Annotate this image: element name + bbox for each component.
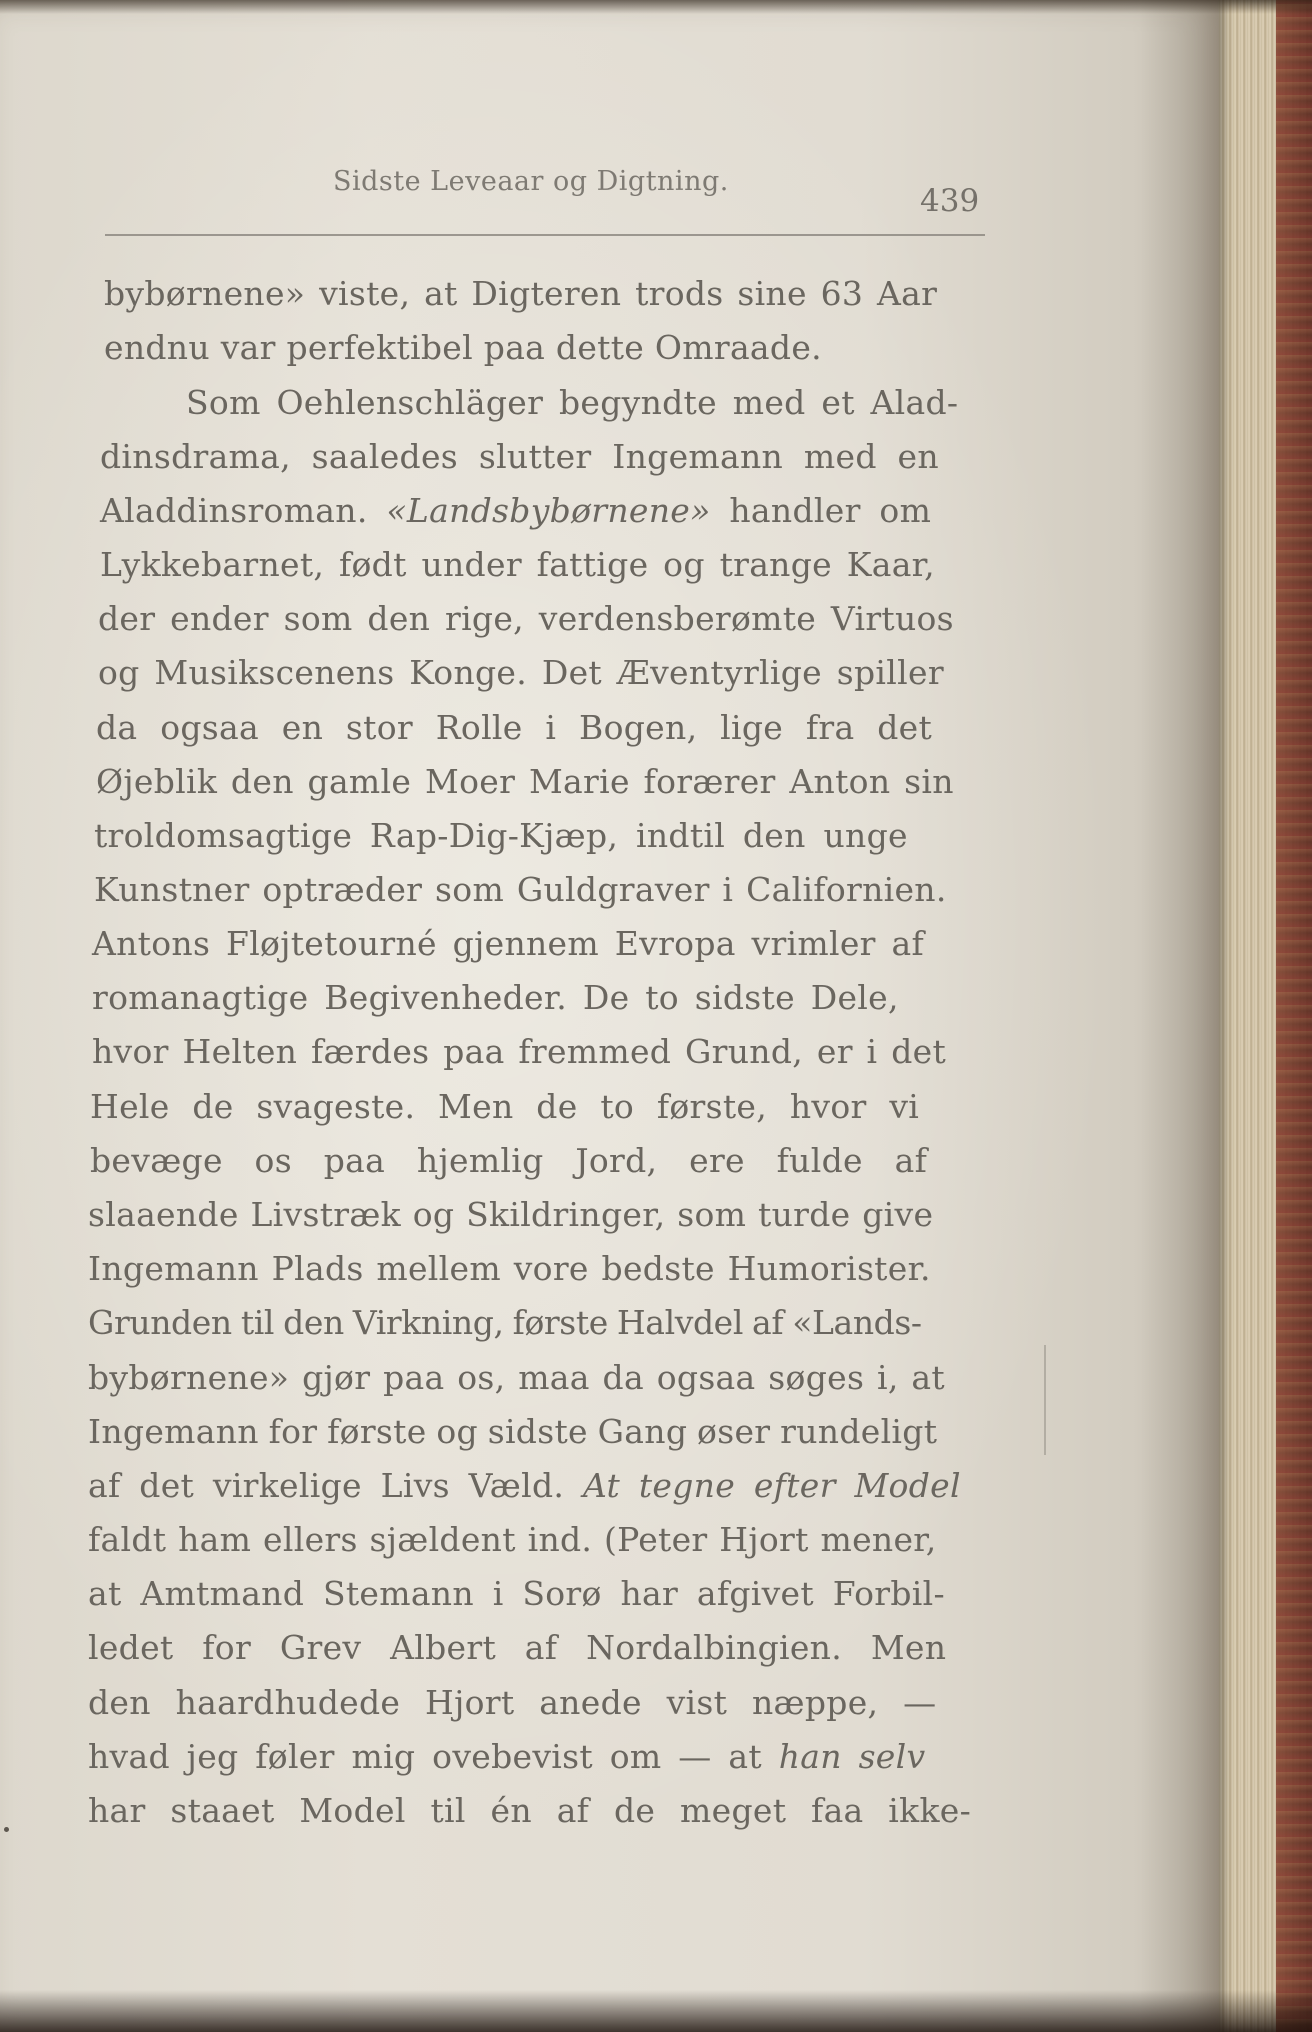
text-line bbox=[104, 274, 937, 314]
text-line bbox=[88, 1683, 936, 1723]
text-line bbox=[88, 1303, 922, 1343]
text-line bbox=[94, 870, 947, 910]
line-text: der ender som den rige, verdensberømte Virtuos bbox=[98, 599, 954, 638]
line-text: Hele de svageste. Men de to første, hvor vi bbox=[90, 1087, 920, 1126]
line-pre: Aladdinsroman. bbox=[100, 491, 387, 530]
line-text: endnu var perfektibel paa dette Omraade. bbox=[104, 328, 822, 367]
line-pre: af det virkelige Livs Væld. bbox=[88, 1466, 583, 1505]
top-edge-shadow bbox=[0, 0, 1312, 14]
line-pre: hvad jeg føler mig ovebevist om — at bbox=[88, 1737, 779, 1776]
line-text: Lykkebarnet, født under fattige og trange Kaar, bbox=[100, 545, 935, 584]
text-line bbox=[92, 978, 899, 1018]
line-text: Antons Fløjtetourné gjennem Evropa vrimler af bbox=[92, 924, 925, 963]
line-text: bevæge os paa hjemlig Jord, ere fulde af bbox=[90, 1141, 928, 1180]
line-text: da ogsaa en stor Rolle i Bogen, lige fra det bbox=[96, 708, 933, 747]
text-line bbox=[88, 1628, 946, 1668]
line-text: faldt ham ellers sjældent ind. (Peter Hjort mener, bbox=[88, 1520, 937, 1559]
line-text: ledet for Grev Albert af Nordalbingien. Men bbox=[88, 1628, 947, 1667]
book-fore-edge bbox=[1218, 0, 1312, 2032]
line-text: og Musikscenens Konge. Det Æventyrlige spiller bbox=[98, 653, 944, 692]
text-line bbox=[98, 653, 944, 693]
text-line bbox=[88, 1520, 937, 1560]
page-number: 439 bbox=[920, 183, 980, 219]
line-text: romanagtige Begivenheder. De to sidste Dele, bbox=[92, 978, 899, 1017]
text-line bbox=[104, 328, 822, 368]
line-text: bybørnene» viste, at Digteren trods sine 63 Aar bbox=[104, 274, 938, 313]
line-text: Kunstner optræder som Guldgraver i Californien. bbox=[94, 870, 947, 909]
line-text: den haardhudede Hjort anede vist næppe, — bbox=[88, 1683, 937, 1722]
line-text: Øjeblik den gamle Moer Marie forærer Anton sin bbox=[96, 762, 954, 801]
line-text: Ingemann for første og sidste Gang øser rundeligt bbox=[88, 1412, 938, 1451]
text-line bbox=[96, 762, 954, 802]
text-line bbox=[186, 383, 958, 423]
text-line bbox=[88, 1358, 945, 1398]
line-text: Ingemann Plads mellem vore bedste Humorister. bbox=[88, 1249, 931, 1288]
text-line bbox=[92, 1032, 946, 1072]
text-line bbox=[88, 1574, 945, 1614]
text-line bbox=[100, 545, 935, 585]
text-line bbox=[88, 1737, 925, 1777]
emphasis-italic: han selv bbox=[778, 1737, 926, 1776]
line-text: bybørnene» gjør paa os, maa da ogsaa søges i, at bbox=[88, 1358, 945, 1397]
line-post: handler om bbox=[710, 491, 932, 530]
line-text: dinsdrama, saaledes slutter Ingemann med en bbox=[100, 437, 939, 476]
text-line bbox=[88, 1412, 937, 1452]
text-line bbox=[90, 1087, 919, 1127]
text-line bbox=[100, 437, 939, 477]
text-line bbox=[98, 599, 954, 639]
bottom-edge-shadow bbox=[0, 1990, 1312, 2032]
line-text: slaaende Livstræk og Skildringer, som turde give bbox=[88, 1195, 934, 1234]
line-text: Som Oehlenschläger begyndte med et Alad- bbox=[186, 383, 959, 422]
text-line bbox=[100, 491, 931, 531]
line-text: har staaet Model til én af de meget faa ikke- bbox=[88, 1791, 972, 1830]
text-line bbox=[88, 1195, 933, 1235]
text-line bbox=[88, 1249, 931, 1289]
running-head: Sidste Leveaar og Digtning. bbox=[333, 166, 729, 197]
text-line bbox=[88, 1466, 961, 1506]
margin-dot bbox=[4, 1827, 9, 1832]
margin-pencil-mark bbox=[1044, 1345, 1046, 1455]
emphasis-italic: At tegne efter Model bbox=[582, 1466, 961, 1505]
line-text: troldomsagtige Rap-Dig-Kjæp, indtil den unge bbox=[94, 816, 908, 855]
text-line bbox=[90, 1141, 927, 1181]
line-text: Grunden til den Virkning, første Halvdel af «Lands- bbox=[88, 1303, 922, 1342]
text-line bbox=[88, 1791, 971, 1831]
line-text: at Amtmand Stemann i Sorø har afgivet Forbil- bbox=[88, 1574, 945, 1613]
text-line bbox=[92, 924, 924, 964]
text-line bbox=[94, 816, 908, 856]
page-curve-shadow bbox=[1140, 0, 1230, 2032]
book-title-italic: «Landsbybørnene» bbox=[386, 491, 711, 530]
line-text: hvor Helten færdes paa fremmed Grund, er i det bbox=[92, 1032, 947, 1071]
text-line bbox=[96, 708, 932, 748]
